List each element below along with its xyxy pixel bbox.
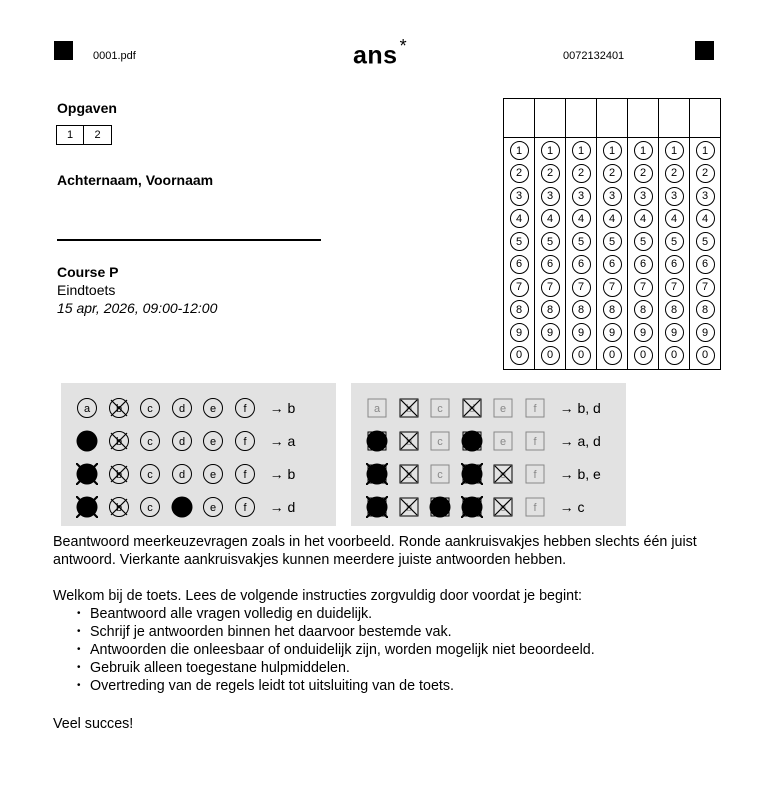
svg-text:f: f xyxy=(533,469,537,481)
answer-bubble[interactable] xyxy=(171,496,193,518)
opgaven-label: Opgaven xyxy=(57,100,117,116)
digit-bubble[interactable]: 9 xyxy=(510,323,529,342)
answer-bubble[interactable] xyxy=(171,397,193,419)
digit-bubble[interactable]: 1 xyxy=(665,141,684,160)
svg-text:b: b xyxy=(405,502,412,514)
answer-checkbox[interactable] xyxy=(492,397,514,419)
digit-bubble[interactable]: 8 xyxy=(541,300,560,319)
svg-text:c: c xyxy=(147,502,153,514)
digit-bubble[interactable]: 8 xyxy=(510,300,529,319)
digit-bubble[interactable]: 5 xyxy=(634,232,653,251)
digit-bubble[interactable]: 7 xyxy=(634,278,653,297)
digit-bubble[interactable]: 7 xyxy=(603,278,622,297)
svg-text:c: c xyxy=(147,436,153,448)
example-answer: → b, e xyxy=(559,466,601,482)
answer-checkbox[interactable] xyxy=(429,430,451,452)
digit-write-box[interactable] xyxy=(690,99,721,138)
digit-bubble[interactable]: 1 xyxy=(572,141,591,160)
example-square-panel xyxy=(351,383,626,526)
digit-bubble[interactable]: 6 xyxy=(665,255,684,274)
digit-bubble[interactable]: 3 xyxy=(510,187,529,206)
answer-checkbox[interactable] xyxy=(398,430,420,452)
digit-bubble[interactable]: 7 xyxy=(510,278,529,297)
digit-bubble[interactable]: 5 xyxy=(541,232,560,251)
answer-checkbox[interactable] xyxy=(461,397,483,419)
digit-bubble[interactable]: 2 xyxy=(572,164,591,183)
svg-text:e: e xyxy=(210,436,217,448)
digit-bubble[interactable]: 0 xyxy=(665,346,684,365)
digit-bubble[interactable]: 6 xyxy=(510,255,529,274)
answer-checkbox[interactable] xyxy=(366,463,388,485)
answer-checkbox[interactable] xyxy=(524,496,546,518)
digit-write-box[interactable] xyxy=(659,99,690,138)
digit-bubble[interactable]: 3 xyxy=(634,187,653,206)
digit-bubble[interactable]: 8 xyxy=(696,300,715,319)
svg-text:a: a xyxy=(83,403,91,415)
digit-bubble[interactable]: 5 xyxy=(510,232,529,251)
exam-datetime: 15 apr, 2026, 09:00-12:00 xyxy=(57,300,218,316)
answer-checkbox[interactable] xyxy=(398,463,420,485)
example-answer: → b, d xyxy=(559,400,601,416)
digit-bubble[interactable]: 4 xyxy=(541,209,560,228)
example-row xyxy=(76,463,295,485)
student-number-grid xyxy=(503,98,721,370)
svg-text:e: e xyxy=(210,403,217,415)
answer-bubble[interactable] xyxy=(76,463,98,485)
digit-column xyxy=(597,138,628,370)
digit-column xyxy=(690,138,721,370)
answer-checkbox[interactable] xyxy=(524,397,546,419)
digit-bubble[interactable]: 2 xyxy=(696,164,715,183)
closing-text: Veel succes! xyxy=(53,716,134,732)
answer-bubble[interactable] xyxy=(108,463,130,485)
digit-bubble[interactable]: 6 xyxy=(634,255,653,274)
digit-bubble[interactable]: 2 xyxy=(634,164,653,183)
filename-label: 0001.pdf xyxy=(93,50,136,62)
digit-bubble[interactable]: 0 xyxy=(541,346,560,365)
answer-bubble[interactable] xyxy=(234,496,256,518)
digit-bubble[interactable]: 8 xyxy=(603,300,622,319)
digit-bubble[interactable]: 2 xyxy=(665,164,684,183)
answer-bubble[interactable] xyxy=(108,397,130,419)
digit-bubble[interactable]: 1 xyxy=(634,141,653,160)
digit-bubble[interactable]: 2 xyxy=(603,164,622,183)
registration-marker-right xyxy=(695,41,714,60)
svg-text:e: e xyxy=(500,403,507,415)
answer-bubble[interactable] xyxy=(76,397,98,419)
digit-bubble[interactable]: 4 xyxy=(634,209,653,228)
list-item: • Overtreding van de regels leidt tot uitsluiting van de toets. xyxy=(90,677,595,695)
svg-text:f: f xyxy=(533,403,537,415)
example-answer: → a xyxy=(269,433,296,449)
svg-text:c: c xyxy=(437,436,443,448)
svg-text:d: d xyxy=(178,436,185,448)
svg-text:b: b xyxy=(115,469,122,481)
svg-text:b: b xyxy=(115,436,122,448)
opgave-tab-1[interactable]: 1 xyxy=(56,125,84,145)
digit-bubble[interactable]: 0 xyxy=(572,346,591,365)
svg-text:d: d xyxy=(178,403,185,415)
example-answer: → a, d xyxy=(559,433,601,449)
answer-checkbox[interactable] xyxy=(492,430,514,452)
answer-checkbox[interactable] xyxy=(461,463,483,485)
digit-write-box[interactable] xyxy=(628,99,659,138)
digit-bubble[interactable]: 0 xyxy=(603,346,622,365)
digit-bubble[interactable]: 7 xyxy=(541,278,560,297)
svg-text:f: f xyxy=(533,502,537,514)
svg-text:c: c xyxy=(437,469,443,481)
example-row xyxy=(366,397,601,419)
digit-bubble[interactable]: 9 xyxy=(696,323,715,342)
svg-text:d: d xyxy=(178,469,185,481)
digit-bubble[interactable]: 6 xyxy=(603,255,622,274)
answer-checkbox[interactable] xyxy=(524,430,546,452)
digit-bubble[interactable]: 8 xyxy=(665,300,684,319)
id-number: 0072132401 xyxy=(563,50,625,62)
digit-bubble[interactable]: 9 xyxy=(603,323,622,342)
answer-bubble[interactable] xyxy=(139,463,161,485)
svg-text:f: f xyxy=(243,469,247,481)
svg-text:f: f xyxy=(533,436,537,448)
digit-bubble[interactable]: 1 xyxy=(696,141,715,160)
answer-bubble[interactable] xyxy=(202,463,224,485)
svg-text:e: e xyxy=(500,436,507,448)
svg-text:f: f xyxy=(243,502,247,514)
answer-bubble[interactable] xyxy=(76,496,98,518)
example-round-panel xyxy=(61,383,336,526)
example-answer: → b xyxy=(269,400,296,416)
digit-write-box[interactable] xyxy=(504,99,535,138)
answer-checkbox[interactable] xyxy=(429,496,451,518)
svg-text:e: e xyxy=(210,469,217,481)
answer-bubble[interactable] xyxy=(171,430,193,452)
answer-bubble[interactable] xyxy=(202,397,224,419)
digit-bubble[interactable]: 0 xyxy=(696,346,715,365)
svg-text:f: f xyxy=(243,436,247,448)
answer-bubble[interactable] xyxy=(76,430,98,452)
answer-checkbox[interactable] xyxy=(492,463,514,485)
digit-bubble[interactable]: 9 xyxy=(665,323,684,342)
example-row xyxy=(366,496,584,518)
answer-bubble[interactable] xyxy=(171,463,193,485)
answer-checkbox[interactable] xyxy=(398,496,420,518)
svg-text:b: b xyxy=(405,403,412,415)
answer-bubble[interactable] xyxy=(234,397,256,419)
digit-bubble[interactable]: 3 xyxy=(572,187,591,206)
digit-bubble[interactable]: 5 xyxy=(696,232,715,251)
svg-text:c: c xyxy=(437,403,443,415)
svg-text:e: e xyxy=(210,502,217,514)
opgaven-tabs xyxy=(56,125,112,145)
list-item: • Schrijf je antwoorden binnen het daarvoor bestemde vak. xyxy=(90,623,595,641)
instruction-list xyxy=(53,605,595,695)
digit-bubble[interactable]: 4 xyxy=(510,209,529,228)
answer-checkbox[interactable] xyxy=(492,496,514,518)
digit-bubble[interactable]: 6 xyxy=(696,255,715,274)
svg-text:c: c xyxy=(147,403,153,415)
digit-bubble[interactable]: 7 xyxy=(696,278,715,297)
digit-bubble[interactable]: 5 xyxy=(603,232,622,251)
example-row xyxy=(366,463,601,485)
digit-bubble[interactable]: 4 xyxy=(696,209,715,228)
answer-checkbox[interactable] xyxy=(366,397,388,419)
answer-bubble[interactable] xyxy=(234,463,256,485)
digit-bubble[interactable]: 9 xyxy=(572,323,591,342)
digit-bubble[interactable]: 2 xyxy=(510,164,529,183)
answer-bubble[interactable] xyxy=(234,430,256,452)
svg-text:f: f xyxy=(243,403,247,415)
digit-column xyxy=(566,138,597,370)
answer-checkbox[interactable] xyxy=(398,397,420,419)
digit-column xyxy=(504,138,535,370)
example-row xyxy=(76,430,295,452)
example-answer: → b xyxy=(269,466,296,482)
digit-bubble[interactable]: 5 xyxy=(665,232,684,251)
digit-bubble[interactable]: 1 xyxy=(603,141,622,160)
example-answer: → d xyxy=(269,499,296,515)
digit-bubble[interactable]: 4 xyxy=(665,209,684,228)
course-name: Course P xyxy=(57,264,119,280)
digit-bubble[interactable]: 0 xyxy=(634,346,653,365)
answer-checkbox[interactable] xyxy=(524,463,546,485)
svg-text:d: d xyxy=(468,403,475,415)
example-row xyxy=(76,397,295,419)
digit-bubble[interactable]: 1 xyxy=(510,141,529,160)
digit-bubble[interactable]: 3 xyxy=(665,187,684,206)
list-item: • Beantwoord alle vragen volledig en duidelijk. xyxy=(90,605,595,623)
answer-bubble[interactable] xyxy=(108,496,130,518)
digit-bubble[interactable]: 4 xyxy=(603,209,622,228)
answer-bubble[interactable] xyxy=(202,430,224,452)
svg-text:b: b xyxy=(115,502,122,514)
list-item: • Gebruik alleen toegestane hulpmiddelen. xyxy=(90,659,595,677)
answer-checkbox[interactable] xyxy=(366,496,388,518)
answer-bubble[interactable] xyxy=(202,496,224,518)
name-label: Achternaam, Voornaam xyxy=(57,172,214,188)
svg-text:b: b xyxy=(115,403,122,415)
digit-bubble[interactable]: 0 xyxy=(510,346,529,365)
answer-bubble[interactable] xyxy=(139,397,161,419)
opgave-tab-2[interactable]: 2 xyxy=(84,125,112,145)
digit-bubble[interactable]: 8 xyxy=(572,300,591,319)
svg-text:a: a xyxy=(373,403,381,415)
digit-bubble[interactable]: 3 xyxy=(541,187,560,206)
digit-bubble[interactable]: 3 xyxy=(603,187,622,206)
digit-bubble[interactable]: 9 xyxy=(634,323,653,342)
digit-write-box[interactable] xyxy=(535,99,566,138)
digit-column xyxy=(659,138,690,370)
digit-write-box[interactable] xyxy=(597,99,628,138)
answer-checkbox[interactable] xyxy=(461,430,483,452)
svg-text:b: b xyxy=(405,436,412,448)
svg-text:e: e xyxy=(500,469,507,481)
digit-column xyxy=(535,138,566,370)
answer-checkbox[interactable] xyxy=(429,463,451,485)
answer-checkbox[interactable] xyxy=(429,397,451,419)
answer-bubble[interactable] xyxy=(139,496,161,518)
digit-bubble[interactable]: 6 xyxy=(572,255,591,274)
digit-bubble[interactable]: 8 xyxy=(634,300,653,319)
answer-checkbox[interactable] xyxy=(366,430,388,452)
digit-bubble[interactable]: 9 xyxy=(541,323,560,342)
ans-logo: ans * xyxy=(353,36,408,70)
digit-bubble[interactable]: 7 xyxy=(665,278,684,297)
instructions-welcome: Welkom bij de toets. Lees de volgende instructies zorgvuldig door voordat je begint: • Beantwoord alle vragen volledig en duidelijk. • Schrijf je antwoorden binnen het daarvoor bestemde vak. • Antwoorden die onleesbaar of onduidelijk zijn, worden mogelijk niet beoordeeld. • Gebruik alleen toegestane hulpmiddelen. • Overtreding van de regels leidt tot uitsluiting van de toets. xyxy=(53,587,595,695)
digit-bubble[interactable]: 7 xyxy=(572,278,591,297)
instructions-intro: Beantwoord meerkeuzevragen zoals in het voorbeeld. Ronde aankruisvakjes hebben slechts één juist antwoord. Vierkante aankruisvakjes kunnen meerdere juiste antwoorden hebben. xyxy=(53,534,697,568)
name-line xyxy=(57,239,321,241)
digit-column xyxy=(628,138,659,370)
digit-bubble[interactable]: 6 xyxy=(541,255,560,274)
svg-text:e: e xyxy=(500,502,507,514)
svg-text:c: c xyxy=(147,469,153,481)
svg-text:b: b xyxy=(405,469,412,481)
example-answer: → c xyxy=(559,499,585,515)
example-row xyxy=(366,430,601,452)
example-row xyxy=(76,496,295,518)
digit-write-box[interactable] xyxy=(566,99,597,138)
answer-checkbox[interactable] xyxy=(461,496,483,518)
digit-bubble[interactable]: 1 xyxy=(541,141,560,160)
digit-bubble[interactable]: 2 xyxy=(541,164,560,183)
answer-bubble[interactable] xyxy=(108,430,130,452)
digit-bubble[interactable]: 5 xyxy=(572,232,591,251)
registration-marker-left xyxy=(54,41,73,60)
exam-name: Eindtoets xyxy=(57,282,116,298)
digit-bubble[interactable]: 3 xyxy=(696,187,715,206)
answer-bubble[interactable] xyxy=(139,430,161,452)
list-item: • Antwoorden die onleesbaar of onduidelijk zijn, worden mogelijk niet beoordeeld. xyxy=(90,641,595,659)
digit-bubble[interactable]: 4 xyxy=(572,209,591,228)
